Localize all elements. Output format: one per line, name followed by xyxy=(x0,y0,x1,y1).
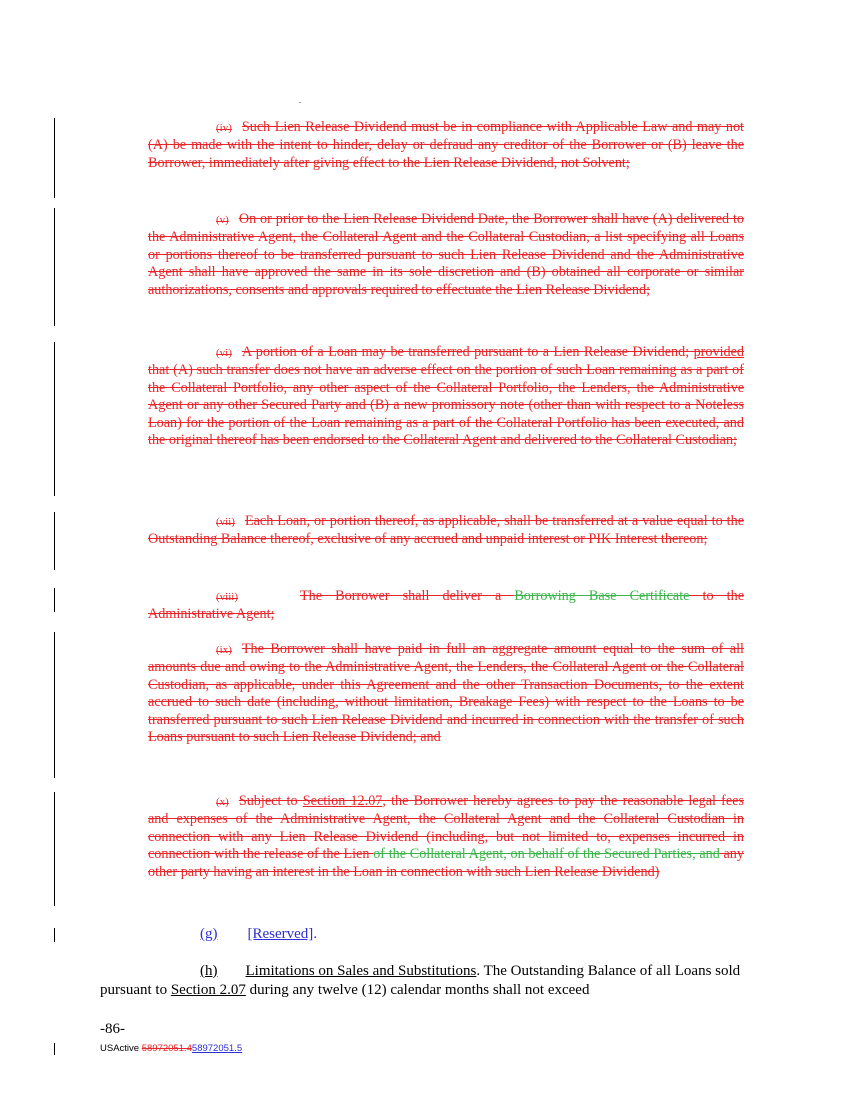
paragraph-text: A portion of a Loan may be transferred pursuant to a Lien Release Dividend; xyxy=(241,344,694,360)
paragraph-text: On or prior to the Lien Release Dividend Date, the Borrower shall have (A) delivered to the Administrative Agent, the Collateral Agent and the Collateral Custodian, a list specifying all Loans or portions thereof to be transferred pursuant to such Lien Release Dividend and the Administrative Agent shall have approved the same in its sole discretion and (B) obtained all corporate or similar authorizations, consents and approvals required to effectuate the Lien Release Dividend; xyxy=(148,211,744,298)
change-bar xyxy=(54,928,55,942)
period: . xyxy=(313,926,318,942)
paragraph-text: Each Loan, or portion thereof, as applicable, shall be transferred at a value equal to the Outstanding Balance thereof, exclusive of any accrued and unpaid interest or PIK Interest thereon; xyxy=(148,513,744,548)
paragraph-text: that (A) such transfer does not have an adverse effect on the portion of such Loan remaining as a part of the Collateral Portfolio, any other aspect of the Collateral Portfolio, the Lenders, the Administrative Agent or any other Secured Party and (B) a new promissory note (other than with respect to a Noteless Loan) for the portion of the Loan remaining as a part of the Collateral Portfolio has been executed, and the original thereof has been endorsed to the Collateral Agent and delivered to the Collateral Custodian; xyxy=(148,362,744,449)
section-text: during any twelve (12) calendar months shall not exceed xyxy=(245,982,590,998)
paragraph-number: (x) xyxy=(216,796,229,808)
page-number: -86- xyxy=(100,1021,125,1037)
section-reference: Section 12.07 xyxy=(302,793,383,809)
paragraph-iv xyxy=(148,119,744,172)
paragraph-number: (ix) xyxy=(216,644,232,656)
moved-text: Borrowing Base Certificate xyxy=(514,588,690,604)
paragraph-number: (viii) xyxy=(216,591,238,603)
paragraph-vii xyxy=(148,513,744,549)
change-bar xyxy=(54,342,55,496)
paragraph-text: Such Lien Release Dividend must be in compliance with Applicable Law and may not (A) be made with the intent to hinder, delay or defraud any creditor of the Borrower or (B) leave the Borrower, immediately after giving effect to the Lien Release Dividend, not Solvent; xyxy=(148,119,744,171)
change-bar xyxy=(54,792,55,906)
paragraph-viii xyxy=(148,588,744,624)
section-text: . The Outstanding Balance of all Loans sold pursuant to xyxy=(100,963,741,998)
paragraph-number: (iv) xyxy=(216,122,232,134)
change-bar xyxy=(54,632,55,778)
proviso-term: provided xyxy=(693,344,744,360)
document-id xyxy=(100,1043,242,1054)
deleted-document-id: 58972051.4 xyxy=(141,1043,192,1054)
section-letter: (g) xyxy=(200,926,218,942)
change-bar xyxy=(54,118,55,198)
section-heading: Limitations on Sales and Substitutions xyxy=(245,963,477,979)
change-bar xyxy=(54,208,55,326)
paragraph-number: (v) xyxy=(216,214,229,226)
paragraph-text: to the Administrative Agent; xyxy=(148,588,744,623)
paragraph-number: (vii) xyxy=(216,516,235,528)
section-g-reserved xyxy=(200,926,317,943)
change-bar xyxy=(54,512,55,570)
reserved-label: [Reserved] xyxy=(247,926,314,942)
paragraph-text: The Borrower shall deliver a xyxy=(300,588,515,604)
paragraph-text: any other party having an interest in the Loan in connection with such Lien Release Dividend) xyxy=(148,846,744,880)
change-bar xyxy=(54,1043,55,1055)
paragraph-number: (vi) xyxy=(216,347,232,359)
paragraph-text: The Borrower shall have paid in full an aggregate amount equal to the sum of all amounts due and owing to the Administrative Agent, the Lenders, the Collateral Agent or the Collateral Custodian, as applicable, under this Agreement and the other Transaction Documents, to the extent accrued to such date (including, without limitation, Breakage Fees) with respect to the Loans to be transferred pursuant to such Lien Release Dividend and incurred in connection with the transfer of such Loans pursuant to such Lien Release Dividend; and xyxy=(148,641,744,746)
section-h-limitations xyxy=(100,962,750,1000)
section-letter: (h) xyxy=(200,963,218,979)
paragraph-text: , the Borrower hereby agrees to pay the reasonable legal fees and expenses of the Administrative Agent, the Collateral Agent and the Collateral Custodian in connection with any Lien Release Dividend (including, but not limited to, expenses incurred in connection with the release of the Lien xyxy=(148,793,744,863)
paragraph-x xyxy=(148,793,744,881)
stray-dot: . xyxy=(299,96,301,105)
change-bar xyxy=(54,588,55,612)
inserted-document-id: 58972051.5 xyxy=(191,1043,243,1054)
paragraph-v xyxy=(148,211,744,299)
document-id-prefix: USActive xyxy=(100,1043,142,1054)
moved-text: of the Collateral Agent, on behalf of the Secured Parties, and xyxy=(373,846,720,863)
paragraph-text: Subject to xyxy=(238,793,303,809)
paragraph-vi xyxy=(148,344,744,449)
section-reference: Section 2.07 xyxy=(170,982,246,998)
paragraph-ix xyxy=(148,641,744,746)
